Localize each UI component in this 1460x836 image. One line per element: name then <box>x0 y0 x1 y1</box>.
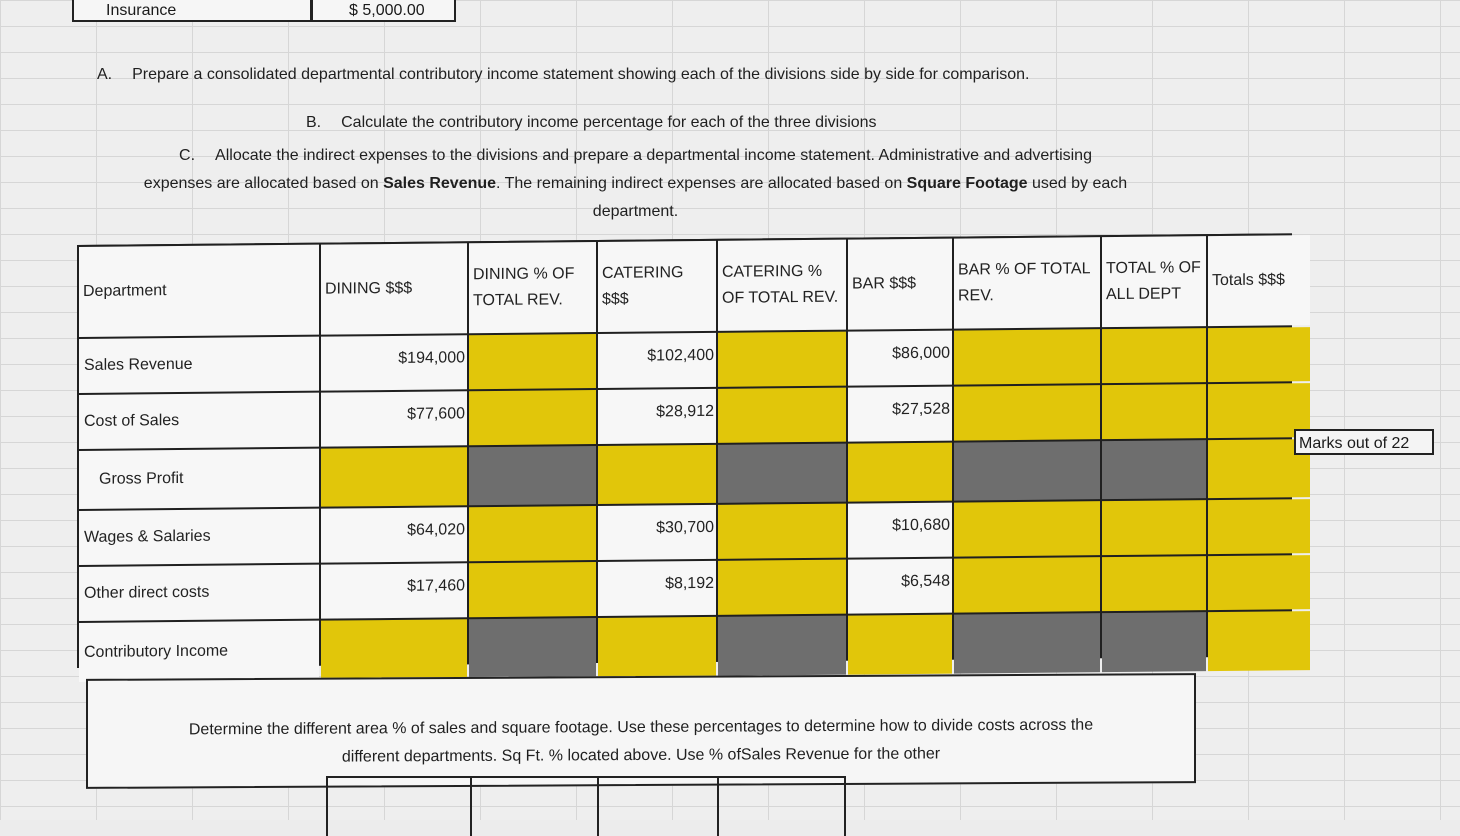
sales-revenue-total-pct[interactable] <box>1102 328 1206 383</box>
income-statement-table <box>77 233 1292 668</box>
insurance-label: Insurance <box>106 2 177 19</box>
header-department[interactable]: Department <box>79 245 319 337</box>
instruction-b <box>306 114 877 132</box>
wages-salaries-totals[interactable] <box>1208 499 1310 554</box>
instruction-c-line3: department. <box>592 203 679 220</box>
note-box[interactable] <box>86 673 1196 789</box>
other-direct-catering-pct[interactable] <box>718 560 846 615</box>
row-label-wages-salaries[interactable]: Wages & Salaries <box>79 509 319 565</box>
note-line1: Determine the different area % of sales and square footage. Use these percentages to determine how to divide costs across the <box>188 716 1094 739</box>
contributory-income-dining[interactable] <box>321 619 467 679</box>
bottom-col-border <box>326 776 328 836</box>
instruction-c-marker: C. <box>179 147 196 164</box>
marks-label: Marks out of 22 <box>1299 435 1410 452</box>
gross-profit-bar-pct[interactable] <box>954 441 1100 500</box>
contributory-income-bar[interactable] <box>848 615 952 675</box>
row-label-other-direct[interactable]: Other direct costs <box>79 565 319 621</box>
contributory-income-catering-pct[interactable] <box>718 616 846 676</box>
wages-salaries-bar-pct[interactable] <box>954 501 1100 556</box>
gross-profit-catering-pct[interactable] <box>718 444 846 503</box>
header-catering[interactable]: CATERING $$$ <box>598 241 716 332</box>
cost-of-sales-total-pct[interactable] <box>1102 384 1206 439</box>
note-line2: different departments. Sq Ft. % located above. Use % ofSales Revenue for the other <box>341 745 941 766</box>
header-bar-pct[interactable]: BAR % OF TOTAL REV. <box>954 237 1100 328</box>
instruction-a-marker: A. <box>97 66 113 83</box>
wages-salaries-total-pct[interactable] <box>1102 500 1206 555</box>
contributory-income-catering[interactable] <box>598 617 716 677</box>
instruction-b-marker: B. <box>306 114 322 131</box>
instruction-c <box>88 142 1183 226</box>
instruction-c-line2: expenses are allocated based on Sales Revenue. The remaining indirect expenses are allocated based on Square Footage used by each <box>143 175 1128 192</box>
cost-of-sales-catering-pct[interactable] <box>718 388 846 443</box>
contributory-income-totals[interactable] <box>1208 611 1310 671</box>
sales-revenue-bold: Sales Revenue <box>383 175 497 192</box>
header-dining[interactable]: DINING $$$ <box>321 243 467 334</box>
other-direct-bar[interactable]: $6,548 <box>848 559 952 614</box>
header-total-pct[interactable]: TOTAL % OF ALL DEPT <box>1102 236 1206 327</box>
other-direct-dining-pct[interactable] <box>469 562 596 617</box>
sales-revenue-dining[interactable]: $194,000 <box>321 335 467 390</box>
row-label-gross-profit[interactable]: Gross Profit <box>79 449 319 509</box>
wages-salaries-catering-pct[interactable] <box>718 504 846 559</box>
header-catering-pct[interactable]: CATERING % OF TOTAL REV. <box>718 240 846 331</box>
row-label-sales-revenue[interactable]: Sales Revenue <box>79 337 319 393</box>
note-text <box>88 711 1194 773</box>
instruction-a-text: Prepare a consolidated departmental contributory income statement showing each of the divisions side by side for comparison. <box>132 66 1030 83</box>
cost-of-sales-bar-pct[interactable] <box>954 385 1100 440</box>
marks-cell[interactable] <box>1294 429 1434 455</box>
header-totals[interactable]: Totals $$$ <box>1208 235 1310 326</box>
gross-profit-dining-pct[interactable] <box>469 446 596 505</box>
bottom-table-top-border <box>326 776 846 778</box>
square-footage-bold: Square Footage <box>906 175 1028 192</box>
other-direct-catering[interactable]: $8,192 <box>598 561 716 616</box>
other-direct-totals[interactable] <box>1208 555 1310 610</box>
bottom-col-border <box>597 776 599 836</box>
cost-of-sales-dining[interactable]: $77,600 <box>321 391 467 446</box>
cost-of-sales-catering[interactable]: $28,912 <box>598 389 716 444</box>
instruction-b-text: Calculate the contributory income percentage for each of the three divisions <box>341 114 877 131</box>
wages-salaries-bar[interactable]: $10,680 <box>848 503 952 558</box>
sales-revenue-catering[interactable]: $102,400 <box>598 333 716 388</box>
header-bar[interactable]: BAR $$$ <box>848 239 952 330</box>
gross-profit-catering[interactable] <box>598 445 716 504</box>
insurance-value-cell[interactable] <box>311 0 456 22</box>
other-direct-bar-pct[interactable] <box>954 557 1100 612</box>
bottom-col-border <box>844 776 846 836</box>
instruction-c-line1: C. Allocate the indirect expenses to the divisions and prepare a departmental income statement. Administrative and advertising <box>88 142 1183 170</box>
gross-profit-dining[interactable] <box>321 447 467 506</box>
bottom-col-border <box>470 776 472 836</box>
sales-revenue-bar[interactable]: $86,000 <box>848 331 952 386</box>
sales-revenue-bar-pct[interactable] <box>954 329 1100 384</box>
contributory-income-bar-pct[interactable] <box>954 613 1100 673</box>
row-label-contributory-income[interactable]: Contributory Income <box>79 621 319 682</box>
row-label-cost-of-sales[interactable]: Cost of Sales <box>79 393 319 449</box>
contributory-income-total-pct[interactable] <box>1102 612 1206 672</box>
gross-profit-total-pct[interactable] <box>1102 440 1206 499</box>
cost-of-sales-bar[interactable]: $27,528 <box>848 387 952 442</box>
cost-of-sales-dining-pct[interactable] <box>469 390 596 445</box>
instruction-a <box>97 66 1030 84</box>
other-direct-total-pct[interactable] <box>1102 556 1206 611</box>
wages-salaries-dining[interactable]: $64,020 <box>321 507 467 562</box>
sales-revenue-totals[interactable] <box>1208 327 1310 382</box>
wages-salaries-dining-pct[interactable] <box>469 506 596 561</box>
gross-profit-bar[interactable] <box>848 443 952 502</box>
wages-salaries-catering[interactable]: $30,700 <box>598 505 716 560</box>
insurance-value: $ 5,000.00 <box>349 2 425 19</box>
insurance-label-cell[interactable] <box>72 0 312 22</box>
bottom-col-border <box>717 776 719 836</box>
sales-revenue-dining-pct[interactable] <box>469 334 596 389</box>
other-direct-dining[interactable]: $17,460 <box>321 563 467 618</box>
sales-revenue-catering-pct[interactable] <box>718 332 846 387</box>
header-dining-pct[interactable]: DINING % OF TOTAL REV. <box>469 242 596 333</box>
contributory-income-dining-pct[interactable] <box>469 618 596 678</box>
